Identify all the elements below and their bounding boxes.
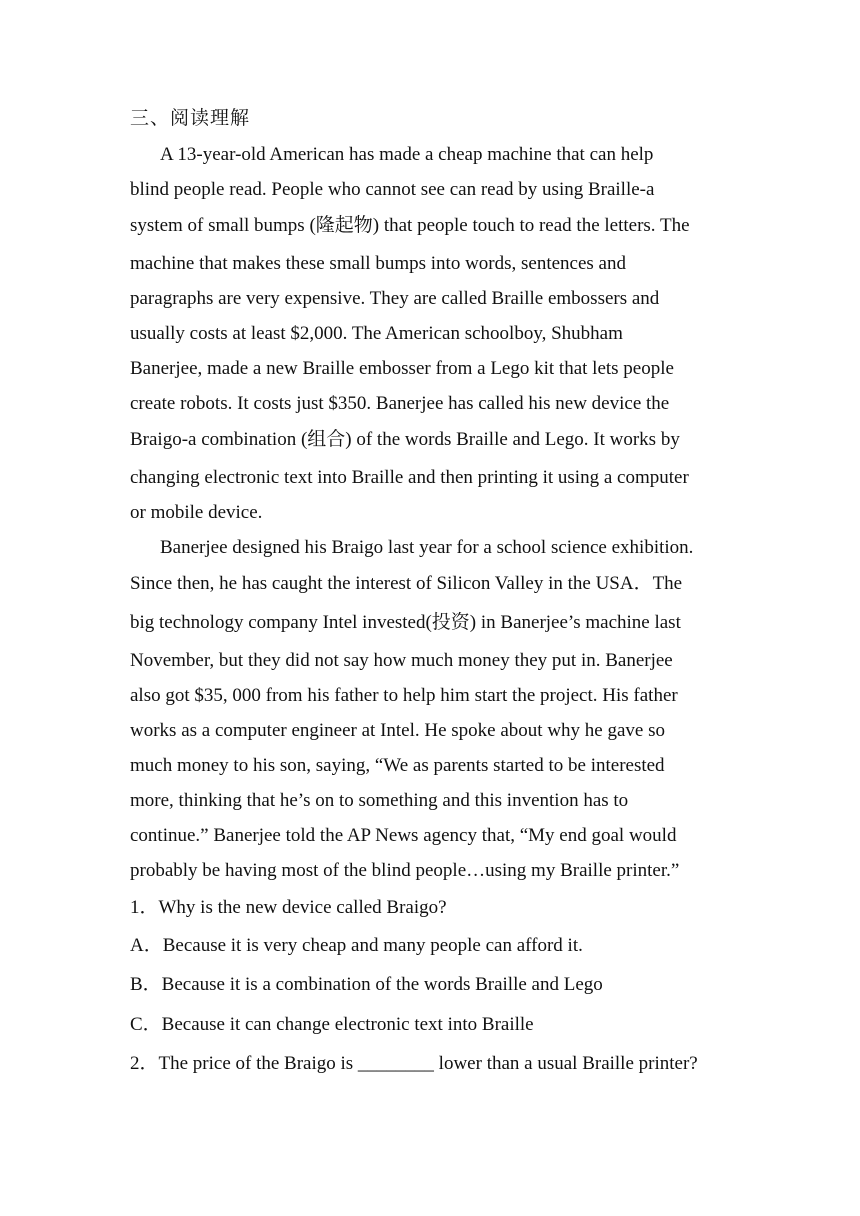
passage-p1-line-11: or mobile device.: [130, 502, 263, 523]
passage-p2-line-2: Since then, he has caught the interest of Silicon Valley in the USA．The: [130, 573, 683, 594]
passage-p1-line-6: usually costs at least $2,000. The American schoolboy, Shubham: [130, 323, 623, 344]
question-1-option-c: C．Because it can change electronic text into Braille: [130, 1014, 534, 1035]
passage-p2-line-10: probably be having most of the blind people…using my Braille printer.”: [130, 860, 680, 881]
passage-p1-line-8: create robots. It costs just $350. Banerjee has called his new device the: [130, 393, 670, 414]
question-1-stem: 1．Why is the new device called Braigo?: [130, 897, 447, 918]
passage-p1-line-7: Banerjee, made a new Braille embosser from a Lego kit that lets people: [130, 358, 674, 379]
passage-p2-line-3: big technology company Intel invested(投资) in Banerjee’s machine last: [130, 612, 681, 633]
passage-p2-line-9: continue.” Banerjee told the AP News agency that, “My end goal would: [130, 825, 677, 846]
passage-p1-line-1: A 13-year-old American has made a cheap machine that can help: [160, 144, 654, 165]
question-2-stem: 2．The price of the Braigo is ________ lower than a usual Braille printer?: [130, 1053, 698, 1074]
passage-p2-line-4: November, but they did not say how much money they put in. Banerjee: [130, 650, 673, 671]
passage-p1-line-4: machine that makes these small bumps into words, sentences and: [130, 253, 626, 274]
passage-p1-line-5: paragraphs are very expensive. They are called Braille embossers and: [130, 288, 660, 309]
passage-p1-line-2: blind people read. People who cannot see can read by using Braille-a: [130, 179, 655, 200]
question-1-option-b: B．Because it is a combination of the words Braille and Lego: [130, 974, 603, 995]
passage-p1-line-3: system of small bumps (隆起物) that people touch to read the letters. The: [130, 215, 690, 236]
passage-p1-line-10: changing electronic text into Braille and then printing it using a computer: [130, 467, 689, 488]
passage-p2-line-8: more, thinking that he’s on to something and this invention has to: [130, 790, 629, 811]
passage-p2-line-6: works as a computer engineer at Intel. He spoke about why he gave so: [130, 720, 665, 741]
passage-p1-line-9: Braigo-a combination (组合) of the words Braille and Lego. It works by: [130, 429, 680, 450]
section-title: 三、阅读理解: [130, 107, 251, 129]
passage-p2-line-5: also got $35, 000 from his father to help him start the project. His father: [130, 685, 678, 706]
passage-p2-line-1: Banerjee designed his Braigo last year for a school science exhibition.: [160, 537, 694, 558]
passage-p2-line-7: much money to his son, saying, “We as parents started to be interested: [130, 755, 665, 776]
question-1-option-a: A．Because it is very cheap and many people can afford it.: [130, 935, 583, 956]
